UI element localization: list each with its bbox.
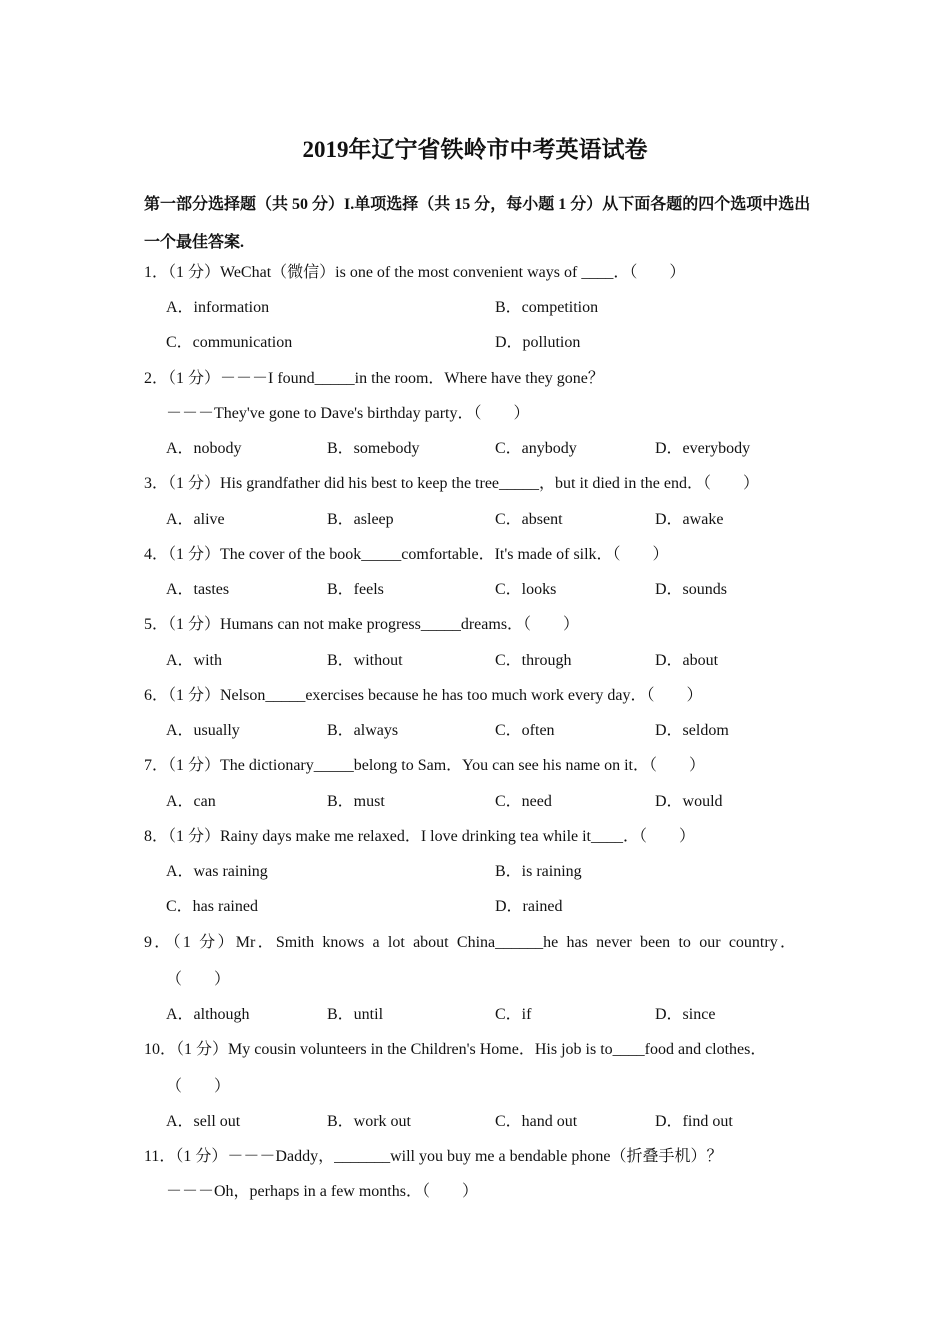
question-4-option-c: C．looks [495, 581, 557, 598]
question-1-option-c: C．communication [166, 334, 293, 351]
question-8-stem: 8．（1 分）Rainy days make me relaxed．I love drinking tea while it____．（ ） [144, 828, 696, 845]
question-8-option-c: C．has rained [166, 898, 258, 915]
question-2-option-c: C．anybody [495, 440, 577, 457]
question-2-stem: 2．（1 分）－－－I found_____in the room．Where have they gone？ [144, 370, 604, 387]
question-3-option-a: A．alive [166, 511, 225, 528]
question-4-option-d: D．sounds [655, 581, 728, 598]
question-4-stem: 4．（1 分）The cover of the book_____comfortable．It's made of silk．（ ） [144, 546, 669, 563]
question-6-option-a: A．usually [166, 722, 240, 739]
question-1-option-b: B．competition [495, 299, 599, 316]
question-9-stem-line2: （ ） [166, 971, 231, 988]
question-7-option-d: D．would [655, 793, 723, 810]
question-6-option-c: C．often [495, 722, 555, 739]
question-3-option-c: C．absent [495, 511, 563, 528]
question-6-option-d: D．seldom [655, 722, 729, 739]
question-2-option-b: B．somebody [327, 440, 420, 457]
question-7-option-b: B．must [327, 793, 385, 810]
question-4-option-a: A．tastes [166, 581, 230, 598]
question-10-option-a: A．sell out [166, 1113, 241, 1130]
question-10-stem: 10．（1 分）My cousin volunteers in the Children's Home．His job is to____food and clothes． [144, 1041, 767, 1058]
question-5-option-a: A．with [166, 652, 223, 669]
section-header: 第一部分选择题（共 50 分）I.单项选择（共 15 分，每小题 1 分）从下面各题的四个选项中选出一个最佳答案. [144, 196, 811, 251]
question-1-option-d: D．pollution [495, 334, 581, 351]
question-10-option-b: B．work out [327, 1113, 412, 1130]
question-5-stem: 5．（1 分）Humans can not make progress_____dreams．（ ） [144, 616, 580, 633]
question-10-option-d: D．find out [655, 1113, 733, 1130]
question-4-option-b: B．feels [327, 581, 384, 598]
question-2-option-a: A．nobody [166, 440, 242, 457]
question-9-option-c: C．if [495, 1006, 532, 1023]
question-3-option-b: B．asleep [327, 511, 394, 528]
question-8-option-d: D．rained [495, 898, 563, 915]
question-1-option-a: A．information [166, 299, 270, 316]
question-7-option-c: C．need [495, 793, 552, 810]
question-6-option-b: B．always [327, 722, 399, 739]
question-11-stem-line2: －－－Oh，perhaps in a few months．（ ） [166, 1183, 478, 1200]
question-8-option-b: B．is raining [495, 863, 582, 880]
question-10-option-c: C．hand out [495, 1113, 578, 1130]
question-6-stem: 6．（1 分）Nelson_____exercises because he has too much work every day．（ ） [144, 687, 703, 704]
question-7-stem: 7．（1 分）The dictionary_____belong to Sam．You can see his name on it．（ ） [144, 757, 705, 774]
question-9-option-a: A．although [166, 1006, 250, 1023]
question-3-option-d: D．awake [655, 511, 724, 528]
question-10-stem-line2: （ ） [166, 1078, 231, 1095]
question-9-option-d: D．since [655, 1006, 716, 1023]
question-7-option-a: A．can [166, 793, 216, 810]
question-5-option-b: B．without [327, 652, 403, 669]
question-9-option-b: B．until [327, 1006, 384, 1023]
question-1-stem: 1．（1 分）WeChat（微信）is one of the most convenient ways of ____．（ ） [144, 264, 686, 281]
question-2-option-d: D．everybody [655, 440, 751, 457]
question-3-stem: 3．（1 分）His grandfather did his best to keep the tree_____，but it died in the end．（ ） [144, 475, 760, 492]
question-5-option-c: C．through [495, 652, 572, 669]
page-title: 2019年辽宁省铁岭市中考英语试卷 [302, 137, 648, 162]
question-5-option-d: D．about [655, 652, 719, 669]
question-8-option-a: A．was raining [166, 863, 268, 880]
question-2-stem-line2: －－－They've gone to Dave's birthday party．（ ） [166, 405, 530, 422]
question-9-stem: 9．（1 分）Mr．Smith knows a lot about China______he has never been to our country． [144, 934, 796, 951]
question-11-stem: 11．（1 分）－－－Daddy，_______will you buy me a bendable phone（折叠手机）？ [144, 1148, 723, 1165]
